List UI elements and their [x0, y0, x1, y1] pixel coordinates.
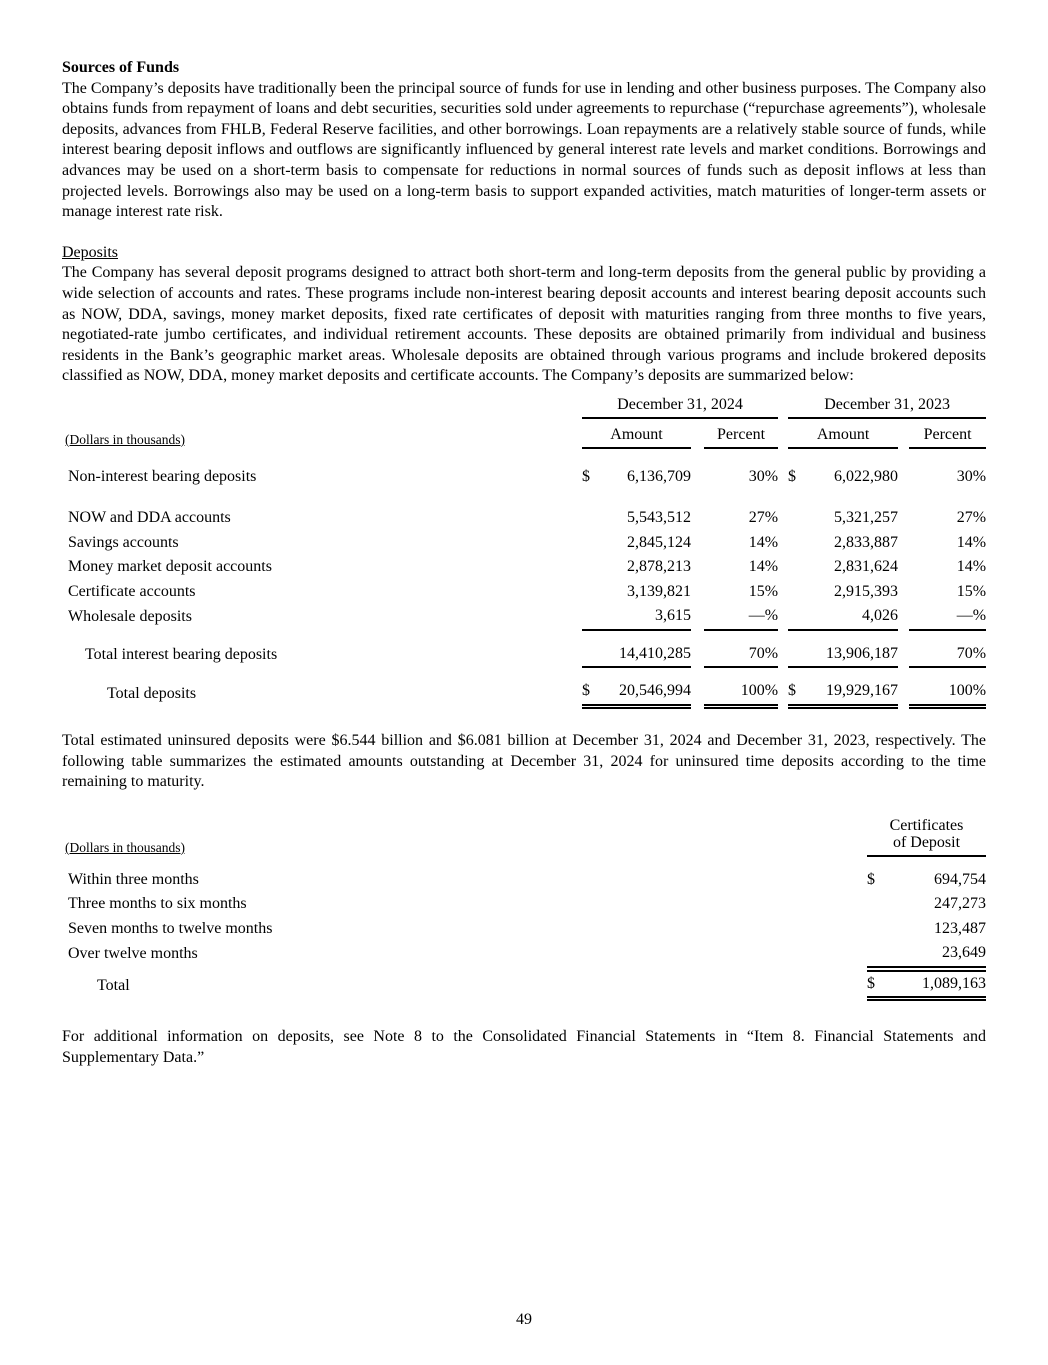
row-label: Over twelve months — [68, 945, 198, 963]
uninsured-time-deposits-maturity-table — [62, 817, 986, 1002]
dollar-sign: $ — [788, 679, 808, 706]
amount-2023-header: Amount — [788, 418, 898, 448]
dollar-sign — [867, 917, 891, 942]
amount-2024: 3,139,821 — [627, 582, 691, 600]
amount-2023: 13,906,187 — [808, 642, 898, 668]
page-number: 49 — [516, 1311, 532, 1328]
percent-2023: 100% — [909, 679, 986, 706]
amount-2023: 5,321,257 — [834, 509, 899, 527]
row-label: Total deposits — [107, 684, 197, 702]
dollar-sign — [582, 555, 602, 580]
additional-information-paragraph: For additional information on deposits, see Note 8 to the Consolidated Financial Statements in “Item 8. Financial Statements and Supplementary Data.” — [62, 1028, 986, 1066]
percent-2023: —% — [909, 604, 986, 630]
column-group-dec-31-2023: December 31, 2023 — [788, 396, 986, 418]
dollar-sign: $ — [788, 467, 797, 485]
certificates-of-deposit-header: Certificates of Deposit — [867, 817, 986, 856]
percent-2024: 30% — [748, 467, 779, 485]
dollar-sign — [582, 580, 602, 605]
amount-2024: 20,546,994 — [602, 679, 691, 706]
dollar-sign — [788, 604, 808, 630]
dollar-sign — [867, 892, 891, 917]
amount-2023: 2,831,624 — [834, 558, 899, 576]
dollar-sign — [582, 642, 602, 668]
percent-2024: 70% — [704, 642, 778, 668]
table-total-row — [62, 971, 986, 999]
table-row — [62, 604, 986, 630]
amount: 247,273 — [934, 895, 986, 913]
table-row — [62, 941, 986, 967]
sources-of-funds-paragraph: The Company’s deposits have traditionally been the principal source of funds for use in lending and other business purposes. The Company also obtains funds from repayment of loans and debt securities, securities sold under agreements to repurchase (“repurchase agreements”), wholesale deposits, advances from FHLB, Federal Reserve facilities, and other borrowings. Loan repayments are a relatively stable source of funds, while interest bearing deposit inflows and outflows are significantly influenced by general interest rate levels and market conditions. Borrowings and advances may be used on a short-term basis to compensate for reductions in normal sources of funds such as deposit inflows at less than projected levels. Borrowings also may be used on a long-term basis to support expanded activities, match maturities of longer-term assets or manage interest rate risk. — [62, 79, 986, 221]
row-label: Certificate accounts — [68, 582, 196, 600]
percent-2024-header: Percent — [704, 418, 778, 448]
percent-2023: 14% — [956, 533, 987, 551]
dollar-sign: $ — [582, 467, 590, 485]
dollar-sign — [582, 531, 602, 556]
dollar-sign: $ — [867, 971, 891, 999]
table-row — [62, 555, 986, 580]
row-label: Seven months to twelve months — [68, 919, 273, 937]
row-label: Within three months — [68, 870, 199, 888]
table-row — [62, 917, 986, 942]
sources-of-funds-heading: Sources of Funds — [62, 59, 180, 76]
percent-2023-header: Percent — [909, 418, 986, 448]
row-label: Wholesale deposits — [68, 608, 192, 626]
amount: 23,649 — [891, 941, 986, 967]
percent-2024: 27% — [748, 509, 779, 527]
dollar-sign — [788, 642, 808, 668]
amount-2024: 14,410,285 — [602, 642, 691, 668]
amount-2023: 2,915,393 — [834, 582, 899, 600]
row-label: Total — [97, 977, 130, 995]
dollar-sign — [788, 555, 808, 580]
percent-2024: 14% — [748, 558, 779, 576]
row-label: Three months to six months — [68, 895, 247, 913]
percent-2023: 30% — [956, 467, 987, 485]
table-total-row — [62, 642, 986, 668]
amount-2023: 19,929,167 — [808, 679, 898, 706]
table-row — [62, 531, 986, 556]
percent-2023: 27% — [956, 509, 987, 527]
amount: 694,754 — [934, 870, 986, 888]
dollar-sign — [867, 941, 891, 967]
amount-2024: 2,878,213 — [627, 558, 691, 576]
column-group-dec-31-2024: December 31, 2024 — [582, 396, 778, 418]
dollar-sign — [788, 506, 808, 531]
row-label: Savings accounts — [68, 533, 179, 551]
amount-2024: 5,543,512 — [627, 509, 691, 527]
deposits-paragraph: The Company has several deposit programs designed to attract both short-term and long-term deposits from the general public by providing a wide selection of accounts and rates. These programs include non-interest bearing deposit accounts and interest bearing deposit accounts such as NOW, DDA, savings, money market deposits, fixed rate certificates of deposit with maturities ranging from three months to five years, negotiated-rate jumbo certificates, and individual retirement accounts. These deposits are obtained primarily from individual and business residents in the Bank’s geographic market areas. Wholesale deposits are obtained through various programs and include brokered deposits classified as NOW, DDA, money market deposits and certificate accounts. The Company’s deposits are summarized below: — [62, 264, 986, 385]
percent-2023: 14% — [956, 558, 987, 576]
amount-2024: 6,136,709 — [627, 467, 691, 485]
table-total-row — [62, 679, 986, 706]
row-label: Non-interest bearing deposits — [68, 467, 257, 485]
percent-2024: 100% — [704, 679, 778, 706]
amount-2023: 6,022,980 — [834, 467, 899, 485]
dollar-sign — [582, 604, 602, 630]
amount-2023: 2,833,887 — [834, 533, 899, 551]
dollar-sign: $ — [867, 870, 875, 888]
percent-2024: 15% — [748, 582, 779, 600]
table-row — [62, 506, 986, 531]
table-header-row — [62, 817, 986, 856]
table-period-header-row — [62, 396, 986, 418]
deposits-summary-table — [62, 396, 986, 709]
table-row — [62, 580, 986, 605]
uninsured-deposits-paragraph: Total estimated uninsured deposits were $6.544 billion and $6.081 billion at December 31, 2024 and December 31, 2023, respectively. The following table summarizes the estimated amounts outstanding at December 31, 2024 for uninsured time deposits according to the time remaining to maturity. — [62, 731, 986, 791]
amount: 1,089,163 — [891, 971, 986, 999]
percent-2024: 14% — [748, 533, 779, 551]
table-row — [62, 868, 986, 893]
percent-2023: 15% — [956, 582, 987, 600]
table-row — [62, 892, 986, 917]
table-row — [62, 465, 986, 490]
percent-2024: —% — [704, 604, 778, 630]
amount-2024-header: Amount — [582, 418, 691, 448]
dollar-sign — [788, 580, 808, 605]
deposits-heading: Deposits — [62, 243, 118, 261]
dollars-in-thousands-note: (Dollars in thousands) — [65, 431, 185, 447]
dollar-sign — [788, 531, 808, 556]
dollar-sign — [582, 506, 602, 531]
amount-2024: 2,845,124 — [627, 533, 691, 551]
dollar-sign: $ — [582, 679, 602, 706]
amount-2024: 3,615 — [602, 604, 691, 630]
row-label: NOW and DDA accounts — [68, 509, 231, 527]
table-subheader-row — [62, 418, 986, 448]
row-label: Money market deposit accounts — [68, 558, 272, 576]
amount: 123,487 — [934, 919, 986, 937]
percent-2023: 70% — [909, 642, 986, 668]
dollars-in-thousands-note: (Dollars in thousands) — [65, 839, 185, 855]
row-label: Total interest bearing deposits — [85, 645, 278, 663]
amount-2023: 4,026 — [808, 604, 898, 630]
